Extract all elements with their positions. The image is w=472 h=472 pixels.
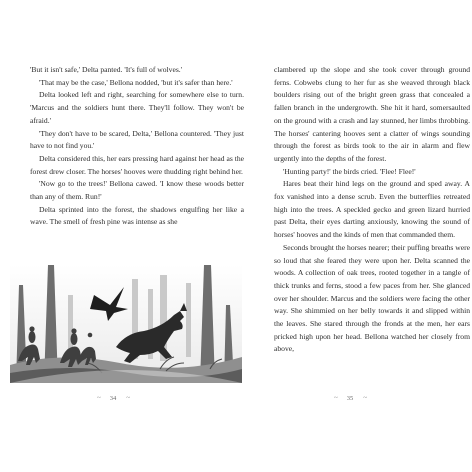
left-paragraph-6: 'Now go to the trees!' Bellona cawed. 'I know these woods better than any of them. Run!': [30, 179, 244, 202]
left-page-folio: [97, 393, 129, 403]
right-page: [274, 64, 470, 404]
left-page-number: 34: [109, 394, 117, 402]
flourish-right-icon: ~: [363, 394, 367, 402]
left-paragraph-5: Delta considered this, her ears pressing hard against her head as the forest drew closer. The horses' hooves were thudding right behind her.: [30, 153, 244, 176]
left-paragraph-3: Delta looked left and right, searching for somewhere else to turn. 'Marcus and the soldiers hunt there. They'll follow. They won't be afraid.': [30, 90, 244, 125]
flourish-left-icon: ~: [334, 394, 337, 402]
right-paragraph-1: clambered up the slope and she took cover through ground ferns. Cobwebs clung to her fur as she weaved through black boulders rising out of the bright green grass that concealed a fallen branch in the undergrowth. She hit it hard, somersaulted on the ground with a crash and lay stunned, her limbs throbbing. The horses' cantering hooves sent a clatter of wings sounding through the forest as birds took to the air in alarm and flew urgently into the depths of the forest.: [274, 65, 470, 163]
left-paragraph-1: 'But it isn't safe,' Delta panted. 'It's full of wolves.': [30, 65, 183, 74]
flourish-right-icon: ~: [126, 394, 130, 402]
left-paragraph-4: 'They don't have to be scared, Delta,' Bellona countered. 'They just have to not find you.': [30, 128, 244, 151]
right-page-folio: [334, 393, 366, 403]
flourish-left-icon: ~: [97, 394, 100, 402]
right-paragraph-3: Hares beat their hind legs on the ground and sped away. A fox vanished into a dense scrub. Even the butterflies retreated high into the trees. A speckled gecko and green lizard hurried past Delta, their eyes darting anxiously, knowing the sound of horses' hooves and the kinds of men that commanded them.: [274, 179, 470, 240]
left-paragraph-2: 'That may be the case,' Bellona nodded, 'but it's safer than here.': [39, 77, 233, 87]
right-paragraph-2: 'Hunting party!' the birds cried. 'Flee! Flee!': [283, 166, 416, 176]
right-page-number: 35: [346, 394, 354, 402]
left-paragraph-7: Delta sprinted into the forest, the shadows engulfing her like a wave. The smell of fresh pine was intense as she: [30, 204, 244, 227]
forest-chase-illustration: [10, 265, 242, 383]
right-paragraph-4: Seconds brought the horses nearer; their puffing breaths were so loud that she feared they were upon her. Delta scanned the woods. A collection of oak trees, rooted together in a tangle of thick trunks and ferns, stood a few paces from her. She glanced over her shoulder. Marcus and the soldiers were facing the other way. She shimmied on her belly towards it and slipped within the leaves. She stared through the fronds at the men, her ears pricked high upon her head. Bellona watched her closely from above,: [274, 242, 470, 354]
illustration-drawing: [10, 265, 242, 383]
